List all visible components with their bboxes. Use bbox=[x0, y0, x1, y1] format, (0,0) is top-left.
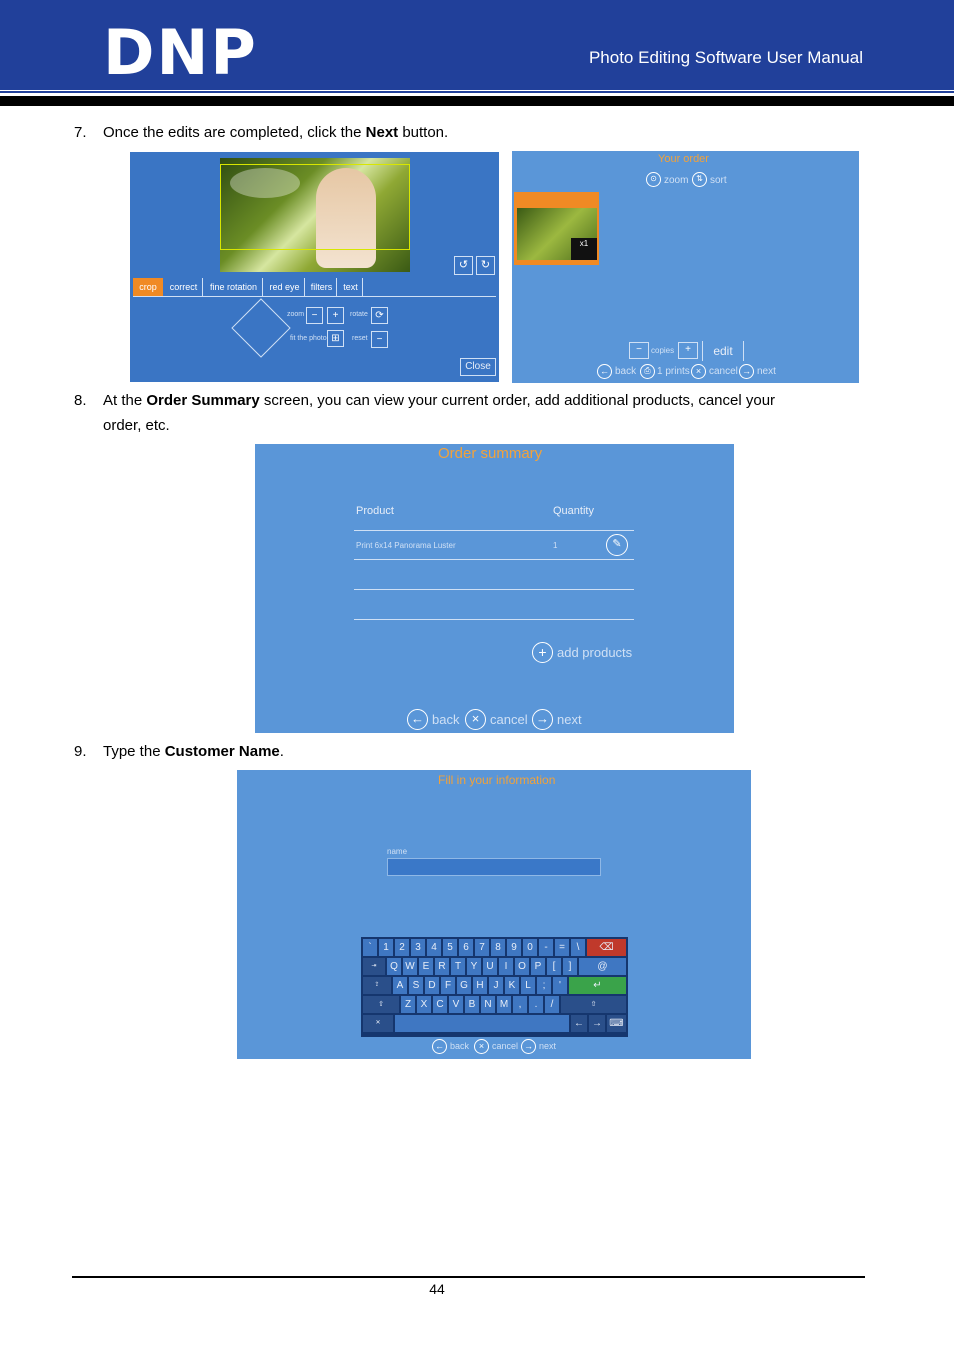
quantity-column-header: Quantity bbox=[553, 505, 594, 517]
key-equals[interactable]: = bbox=[555, 939, 569, 956]
back-arrow-icon[interactable]: ← bbox=[407, 709, 428, 730]
key-b[interactable]: B bbox=[465, 996, 479, 1013]
key-at[interactable]: @ bbox=[579, 958, 626, 975]
enter-key-icon[interactable]: ↵ bbox=[569, 977, 626, 994]
cancel-label[interactable]: cancel bbox=[709, 366, 738, 377]
tab-text[interactable]: text bbox=[339, 278, 363, 296]
your-order-title: Your order bbox=[658, 153, 709, 165]
header-rule-thick bbox=[0, 96, 954, 106]
key-z[interactable]: Z bbox=[401, 996, 415, 1013]
step-text: Once the edits are completed, click the Next button. bbox=[103, 124, 449, 141]
page-header bbox=[0, 0, 954, 90]
key-6[interactable]: 6 bbox=[459, 939, 473, 956]
key-t[interactable]: T bbox=[451, 958, 465, 975]
customer-info-screenshot bbox=[237, 770, 751, 1059]
rotate-left-button[interactable]: ↺ bbox=[454, 256, 473, 275]
name-label: name bbox=[387, 847, 408, 856]
key-4[interactable]: 4 bbox=[427, 939, 441, 956]
key-i[interactable]: I bbox=[499, 958, 513, 975]
key-minus[interactable]: - bbox=[539, 939, 553, 956]
zoom-label[interactable]: zoom bbox=[664, 175, 689, 186]
row-quantity: 1 bbox=[553, 541, 558, 550]
edit-screen-screenshot bbox=[130, 152, 499, 382]
key-h[interactable]: H bbox=[473, 977, 487, 994]
key-2[interactable]: 2 bbox=[395, 939, 409, 956]
key-m[interactable]: M bbox=[497, 996, 511, 1013]
key-x[interactable]: X bbox=[417, 996, 431, 1013]
step-number: 7. bbox=[74, 124, 87, 141]
back-arrow-icon[interactable]: ← bbox=[432, 1039, 447, 1054]
keyboard-toggle-icon[interactable]: ⌨ bbox=[607, 1015, 626, 1032]
key-backtick[interactable]: ` bbox=[363, 939, 377, 956]
fit-label: fit the photo bbox=[290, 335, 327, 342]
edit-button[interactable]: edit bbox=[702, 341, 744, 361]
key-7[interactable]: 7 bbox=[475, 939, 489, 956]
tab-underline bbox=[133, 296, 496, 297]
sort-icon[interactable]: ⇅ bbox=[692, 172, 707, 187]
key-1[interactable]: 1 bbox=[379, 939, 393, 956]
next-arrow-icon[interactable]: → bbox=[739, 364, 754, 379]
back-label[interactable]: back bbox=[615, 366, 637, 377]
back-label[interactable]: back bbox=[432, 712, 460, 727]
copies-label: copies bbox=[651, 346, 675, 355]
sort-label[interactable]: sort bbox=[710, 175, 727, 186]
zoom-label: zoom bbox=[287, 311, 305, 318]
key-semicolon[interactable]: ; bbox=[537, 977, 551, 994]
add-products-button[interactable]: add products bbox=[557, 645, 633, 660]
add-products-plus-icon[interactable]: + bbox=[532, 642, 553, 663]
right-arrow-key-icon[interactable]: → bbox=[589, 1015, 605, 1032]
row-divider-1 bbox=[354, 559, 634, 560]
key-q[interactable]: Q bbox=[387, 958, 401, 975]
key-9[interactable]: 9 bbox=[507, 939, 521, 956]
key-c[interactable]: C bbox=[433, 996, 447, 1013]
next-arrow-icon[interactable]: → bbox=[532, 709, 553, 730]
crop-frame[interactable] bbox=[220, 164, 410, 250]
step-text: Type the Customer Name. bbox=[103, 743, 284, 760]
cancel-icon[interactable]: × bbox=[691, 364, 706, 379]
name-input[interactable] bbox=[387, 858, 601, 876]
backspace-key-icon[interactable]: ⌫ bbox=[587, 939, 626, 956]
next-arrow-icon[interactable]: → bbox=[521, 1039, 536, 1054]
dnp-logo: DNP bbox=[103, 16, 258, 89]
key-3[interactable]: 3 bbox=[411, 939, 425, 956]
next-label[interactable]: next bbox=[557, 712, 582, 727]
manual-title: Photo Editing Software User Manual bbox=[588, 48, 863, 67]
header-rule-thin bbox=[0, 91, 954, 93]
fill-info-title: Fill in your information bbox=[438, 773, 556, 787]
key-d[interactable]: D bbox=[425, 977, 439, 994]
row-divider-2 bbox=[354, 589, 634, 590]
key-w[interactable]: W bbox=[403, 958, 417, 975]
next-label[interactable]: next bbox=[757, 366, 776, 377]
step-number: 9. bbox=[74, 743, 87, 760]
tab-crop[interactable]: crop bbox=[133, 278, 163, 296]
left-arrow-key-icon[interactable]: ← bbox=[571, 1015, 587, 1032]
tab-correct[interactable]: correct bbox=[165, 278, 203, 296]
photo-preview bbox=[220, 158, 410, 272]
back-label[interactable]: back bbox=[450, 1041, 470, 1051]
edit-pencil-icon[interactable]: ✎ bbox=[606, 534, 628, 556]
back-arrow-icon[interactable]: ← bbox=[597, 364, 612, 379]
zoom-icon[interactable]: ⊙ bbox=[646, 172, 661, 187]
reset-button[interactable]: − bbox=[371, 331, 388, 348]
key-backslash[interactable]: \ bbox=[571, 939, 585, 956]
close-keyboard-icon[interactable]: ✕ bbox=[363, 1015, 393, 1032]
key-u[interactable]: U bbox=[483, 958, 497, 975]
caps-lock-key[interactable]: ⇪ bbox=[363, 977, 391, 994]
key-5[interactable]: 5 bbox=[443, 939, 457, 956]
key-r[interactable]: R bbox=[435, 958, 449, 975]
edit-tabs bbox=[133, 278, 496, 296]
step-text: At the Order Summary screen, you can view your current order, add additional products, cancel your order, etc. bbox=[103, 392, 776, 434]
close-button[interactable]: Close bbox=[460, 358, 496, 376]
copies-minus-button[interactable]: − bbox=[629, 342, 649, 359]
key-k[interactable]: K bbox=[505, 977, 519, 994]
cancel-icon[interactable]: × bbox=[474, 1039, 489, 1054]
step-number: 8. bbox=[74, 392, 87, 409]
key-quote[interactable]: ' bbox=[553, 977, 567, 994]
zoom-out-button[interactable]: − bbox=[306, 307, 323, 324]
cancel-label[interactable]: cancel bbox=[490, 712, 528, 727]
key-close-bracket[interactable]: ] bbox=[563, 958, 577, 975]
page-number: 44 bbox=[429, 1281, 445, 1297]
key-j[interactable]: J bbox=[489, 977, 503, 994]
footer-rule bbox=[72, 1276, 865, 1278]
your-order-screenshot bbox=[512, 151, 859, 383]
order-summary-screenshot bbox=[255, 444, 734, 733]
zoom-in-button[interactable]: + bbox=[327, 307, 344, 324]
prints-label[interactable]: 1 prints bbox=[657, 366, 690, 377]
key-n[interactable]: N bbox=[481, 996, 495, 1013]
order-summary-title: Order summary bbox=[438, 445, 543, 462]
rotate-right-button[interactable]: ↻ bbox=[476, 256, 495, 275]
key-s[interactable]: S bbox=[409, 977, 423, 994]
header-divider bbox=[354, 530, 634, 531]
key-v[interactable]: V bbox=[449, 996, 463, 1013]
key-0[interactable]: 0 bbox=[523, 939, 537, 956]
key-8[interactable]: 8 bbox=[491, 939, 505, 956]
tab-fine-rotation[interactable]: fine rotation bbox=[205, 278, 263, 296]
key-e[interactable]: E bbox=[419, 958, 433, 975]
key-open-bracket[interactable]: [ bbox=[547, 958, 561, 975]
rotate-label: rotate bbox=[350, 311, 368, 318]
shift-left-key-icon[interactable]: ⇧ bbox=[363, 996, 399, 1013]
cancel-icon[interactable]: × bbox=[465, 709, 486, 730]
key-comma[interactable]: , bbox=[513, 996, 527, 1013]
key-slash[interactable]: / bbox=[545, 996, 559, 1013]
copies-plus-button[interactable]: + bbox=[678, 342, 698, 359]
key-f[interactable]: F bbox=[441, 977, 455, 994]
tab-red-eye[interactable]: red eye bbox=[265, 278, 305, 296]
row-product-name: Print 6x14 Panorama Luster bbox=[356, 541, 456, 550]
tab-key[interactable]: ⇥ bbox=[363, 958, 385, 975]
on-screen-keyboard bbox=[361, 937, 628, 1037]
next-label[interactable]: next bbox=[539, 1041, 557, 1051]
shift-right-key-icon[interactable]: ⇧ bbox=[561, 996, 626, 1013]
key-p[interactable]: P bbox=[531, 958, 545, 975]
key-y[interactable]: Y bbox=[467, 958, 481, 975]
quantity-badge: x1 bbox=[571, 238, 597, 260]
cancel-label[interactable]: cancel bbox=[492, 1041, 519, 1051]
key-g[interactable]: G bbox=[457, 977, 471, 994]
key-a[interactable]: A bbox=[393, 977, 407, 994]
product-column-header: Product bbox=[356, 505, 394, 517]
key-period[interactable]: . bbox=[529, 996, 543, 1013]
step-8 bbox=[74, 388, 874, 438]
tab-filters[interactable]: filters bbox=[307, 278, 337, 296]
rotate-button[interactable]: ⟳ bbox=[371, 307, 388, 324]
order-item-thumbnail[interactable] bbox=[514, 192, 599, 265]
fit-photo-button[interactable]: ⊞ bbox=[327, 330, 344, 347]
move-dpad[interactable] bbox=[231, 298, 290, 357]
reset-label: reset bbox=[352, 335, 368, 342]
row-divider-3 bbox=[354, 619, 634, 620]
prints-icon[interactable]: ⎙ bbox=[640, 364, 655, 379]
key-o[interactable]: O bbox=[515, 958, 529, 975]
space-bar[interactable] bbox=[395, 1015, 569, 1032]
key-l[interactable]: L bbox=[521, 977, 535, 994]
